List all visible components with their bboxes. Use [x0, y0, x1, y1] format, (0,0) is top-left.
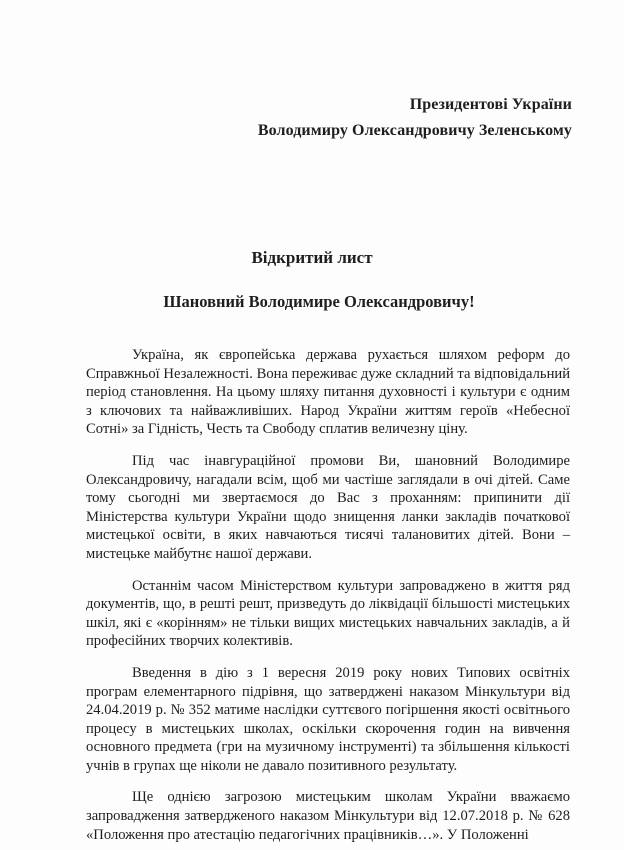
paragraph-5: Ще однією загрозою мистецьким школам України вважаємо запровадження затвердженого наказом Мінкультури від 12.07.2018 р. № 628 «Положення про атестацію педагогічних працівників…». У Положенні [86, 789, 570, 843]
paragraph-2: Під час інавгураційної промови Ви, шановний Володимире Олександровичу, нагадали всім, щоб ми частіше заглядали в очі дітей. Саме тому сьогодні ми звертаємося до Вас з проханням: припинити дії Міністерства культури України щодо знищення ланки закладів початкової мистецької освіти, в яких навчаються тисячі талановитих дітей. Вони – мистецьке майбутнє нашої держави. [86, 452, 570, 562]
salutation: Шановний Володимире Олександровичу! [163, 292, 475, 311]
paragraph-1: Україна, як європейська держава рухається шляхом реформ до Справжньої Незалежності. Вона переживає дуже складний та відповідальний період становлення. На цьому шляху питання духовності і культури є одним з ключових та найважливіших. Народ України життям героїв «Небесної Сотні» за Гідність, Честь та Свободу сплатив величезну ціну. [86, 347, 570, 438]
letter-body [86, 346, 570, 844]
paragraph-4: Введення в дію з 1 вересня 2019 року нових Типових освітніх програм елементарного підрівня, що затверджені наказом Мінкультури від 24.04.2019 р. № 352 матиме наслідки суттєвого погіршення якості освітнього процесу в мистецьких школах, оскільки скорочення годин на вивчення основного предмета (гри на музичному інструменті) та збільшення кількості учнів в групах ще ніколи не давало позитивного результату. [86, 664, 570, 774]
paragraph-3: Останнім часом Міністерством культури запроваджено в життя ряд документів, що, в решті решт, призведуть до ліквідації більшості мистецьких шкіл, які є «корінням» не тільки вищих мистецьких навчальних закладів, а й професійних творчих колективів. [86, 577, 570, 650]
addressee-line-1: Президентові України [409, 96, 572, 113]
addressee-line-2: Володимиру Олександровичу Зеленському [257, 122, 572, 139]
letter-title: Відкритий лист [251, 248, 373, 267]
